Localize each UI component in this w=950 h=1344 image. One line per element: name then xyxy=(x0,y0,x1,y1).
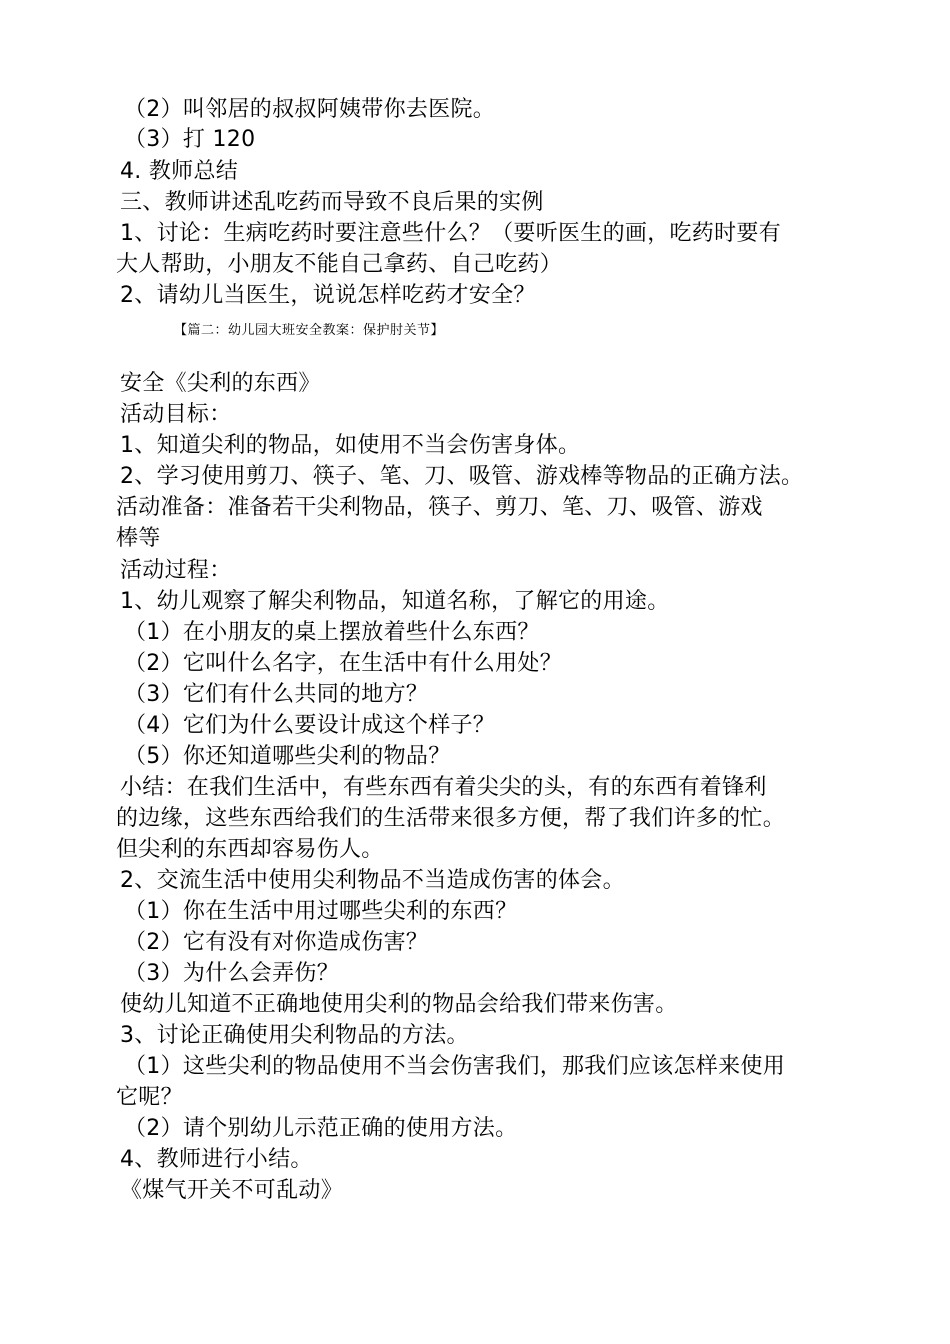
text-line: （3）它们有什么共同的地方？ xyxy=(124,682,429,707)
text-line: （2）叫邻居的叔叔阿姨带你去医院。 xyxy=(124,97,496,122)
text-line: 4. 教师总结 xyxy=(120,159,239,184)
text-line: 的边缘，这些东西给我们的生活带来很多方便，帮了我们许多的忙。 xyxy=(116,806,786,831)
text-line: 4、教师进行小结。 xyxy=(120,1147,313,1172)
text-line: （5）你还知道哪些尖利的物品？ xyxy=(124,744,451,769)
text-line: 1、知道尖利的物品，如使用不当会伤害身体。 xyxy=(120,433,581,458)
text-line: 大人帮助，小朋友不能自己拿药、自己吃药） xyxy=(116,252,563,277)
lesson-title: 《煤气开关不可乱动》 xyxy=(120,1178,344,1203)
text-line: （1）在小朋友的桌上摆放着些什么东西？ xyxy=(124,620,540,645)
text-line: 活动过程： xyxy=(120,558,232,583)
article-title-caption: 【篇二：幼儿园大班安全教案：保护肘关节】 xyxy=(174,323,445,338)
text-line: （1）你在生活中用过哪些尖利的东西？ xyxy=(124,899,518,924)
text-line: 2、请幼儿当医生，说说怎样吃药才安全？ xyxy=(120,283,536,308)
text-line: 棒等 xyxy=(116,526,161,551)
text-line: （2）它叫什么名字，在生活中有什么用处？ xyxy=(124,651,562,676)
text-line: （2）它有没有对你造成伤害？ xyxy=(124,930,429,955)
text-line: （1）这些尖利的物品使用不当会伤害我们，那我们应该怎样来使用 xyxy=(124,1054,785,1079)
text-line: 2、交流生活中使用尖利物品不当造成伤害的体会。 xyxy=(120,868,625,893)
text-line: 1、讨论：生病吃药时要注意些什么？（要听医生的画，吃药时要有 xyxy=(120,221,781,246)
text-line: 但尖利的东西却容易伤人。 xyxy=(116,837,384,862)
text-line: （4）它们为什么要设计成这个样子？ xyxy=(124,713,496,738)
text-line: 活动目标： xyxy=(120,402,232,427)
text-line: （3）打 120 xyxy=(124,127,256,152)
text-line: 它呢？ xyxy=(116,1085,183,1110)
text-line: 1、幼儿观察了解尖利物品，知道名称，了解它的用途。 xyxy=(120,589,670,614)
text-line: 使幼儿知道不正确地使用尖利的物品会给我们带来伤害。 xyxy=(120,992,678,1017)
text-line: （2）请个别幼儿示范正确的使用方法。 xyxy=(124,1116,518,1141)
text-line: （3）为什么会弄伤？ xyxy=(124,961,339,986)
lesson-title: 安全《尖利的东西》 xyxy=(120,371,321,396)
section-heading: 三、教师讲述乱吃药而导致不良后果的实例 xyxy=(120,190,544,215)
text-line: 小结：在我们生活中，有些东西有着尖尖的头，有的东西有着锋利 xyxy=(120,775,767,800)
text-line: 2、学习使用剪刀、筷子、笔、刀、吸管、游戏棒等物品的正确方法。 xyxy=(120,464,804,489)
text-line: 3、讨论正确使用尖利物品的方法。 xyxy=(120,1023,469,1048)
text-line: 活动准备：准备若干尖利物品，筷子、剪刀、笔、刀、吸管、游戏 xyxy=(116,495,763,520)
